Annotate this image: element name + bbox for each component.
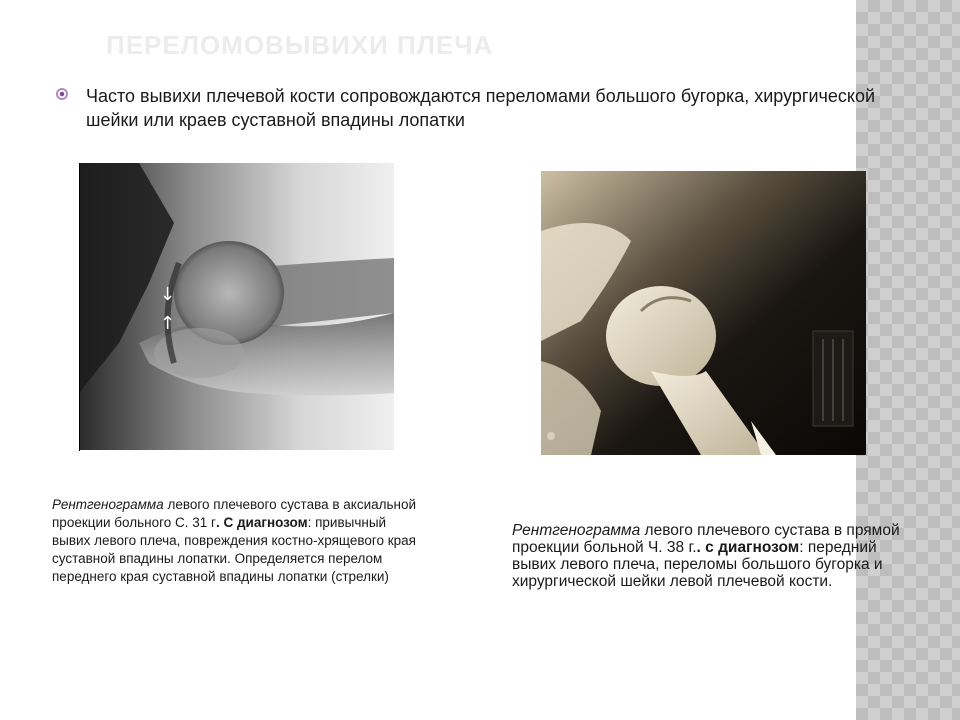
caption-text: : привычный вывих левого плеча, повреждения костно-хрящевого края суставной впадины лопатки. Определяется перелом переднего края суставной впадины лопатки (стрелки) — [52, 515, 416, 584]
bullet-circle-icon — [56, 88, 68, 100]
caption-text: : передний вывих левого плеча, переломы большого бугорка и хирургической шейки левой плечевой кости. — [512, 539, 883, 590]
caption-text: левого плечевого сустава в аксиальной проекции больного С. 31 г — [52, 497, 417, 530]
image-border-line — [79, 163, 80, 451]
caption-axial-xray — [52, 496, 422, 586]
caption-italic-term: Рентгенограмма — [52, 497, 164, 512]
caption-bold-term: . с диагнозом — [696, 539, 800, 556]
arrow-up-marker: ↑ — [160, 313, 176, 334]
xray-image-direct — [541, 171, 866, 455]
xray-image-axial — [79, 163, 394, 450]
slide-title: ПЕРЕЛОМОВЫВИХИ ПЛЕЧА — [106, 30, 494, 60]
bullet-text: Часто вывихи плечевой кости сопровождаются переломами большого бугорка, хирургической шейки или краев суставной впадины лопатки — [86, 86, 876, 130]
arrow-down-marker: ↓ — [160, 284, 176, 305]
caption-bold-term: . С диагнозом — [215, 515, 308, 530]
caption-italic-term: Рентгенограмма — [512, 522, 641, 539]
caption-text: левого плечевого сустава в прямой проекции больной Ч. 38 г. — [512, 522, 900, 556]
caption-direct-xray — [512, 522, 922, 590]
